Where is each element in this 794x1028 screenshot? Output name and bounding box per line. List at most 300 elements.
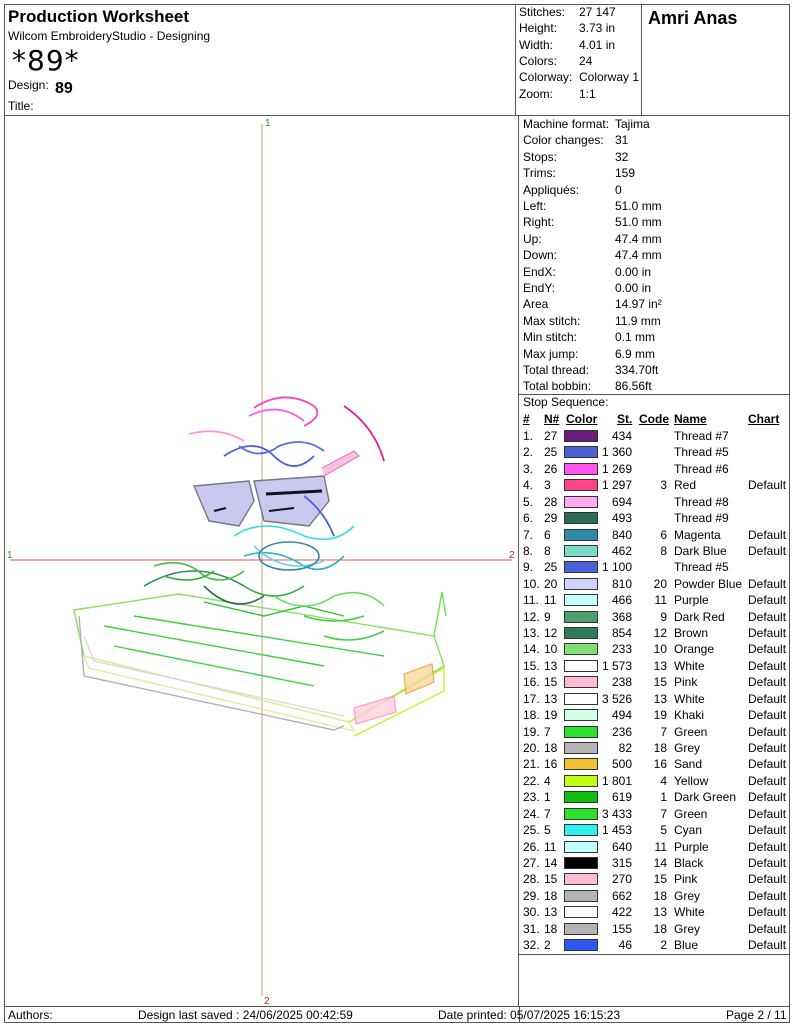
- stitch-count: 46: [618, 938, 632, 953]
- stat-row: [519, 37, 616, 52]
- stop-row: [519, 429, 790, 445]
- stop-index: 23.: [523, 790, 540, 805]
- thread-code: 13: [653, 658, 667, 673]
- thread-code: 19: [653, 708, 667, 723]
- needle-number: 12: [544, 626, 558, 641]
- thread-name: Orange: [674, 642, 715, 657]
- stat-row: [519, 70, 640, 85]
- needle-number: 7: [544, 724, 551, 739]
- property-row: [523, 215, 662, 230]
- stop-index: 2.: [523, 445, 534, 460]
- page-number: Page 2 / 11: [726, 1008, 787, 1022]
- stop-index: 19.: [523, 724, 540, 739]
- thread-name: Purple: [674, 839, 709, 854]
- stitch-count: 155: [611, 921, 632, 936]
- color-swatch: [564, 660, 598, 672]
- stitch-count: 462: [611, 543, 632, 558]
- title-label: Title:: [8, 99, 34, 113]
- stitch-count: 493: [611, 511, 632, 526]
- thread-name: Grey: [674, 888, 701, 903]
- needle-number: 14: [544, 855, 558, 870]
- thread-name: Dark Green: [674, 790, 737, 805]
- thread-chart: Default: [748, 790, 787, 805]
- stop-row: [519, 577, 790, 593]
- property-label: Machine format:: [523, 117, 610, 131]
- color-swatch: [564, 824, 598, 836]
- property-row: [523, 182, 622, 197]
- thread-name: Blue: [674, 938, 699, 953]
- property-label: Max stitch:: [523, 313, 581, 328]
- thread-chart: Default: [748, 527, 787, 542]
- stat-value: 27 147: [579, 5, 616, 19]
- property-label: Color changes:: [523, 133, 604, 148]
- stitch-count: 494: [611, 708, 632, 723]
- needle-number: 13: [544, 905, 558, 920]
- stitch-count: 810: [611, 576, 632, 591]
- thread-name: Powder Blue: [674, 576, 743, 591]
- stop-index: 20.: [523, 740, 540, 755]
- stat-label: Colors:: [519, 53, 558, 68]
- property-value: 11.9 mm: [615, 313, 661, 328]
- needle-number: 4: [544, 773, 551, 788]
- thread-code: 18: [653, 888, 667, 903]
- thread-code: 4: [660, 773, 667, 788]
- thread-chart: Default: [748, 823, 787, 838]
- thread-chart: Default: [748, 839, 787, 854]
- thread-name: White: [674, 658, 705, 673]
- color-swatch: [564, 775, 598, 787]
- stop-row: [519, 741, 790, 757]
- thread-chart: Default: [748, 888, 787, 903]
- thread-code: 7: [660, 806, 667, 821]
- property-row: [523, 313, 661, 328]
- stat-label: Colorway:: [519, 70, 573, 85]
- color-swatch: [564, 512, 598, 524]
- stop-index: 8.: [523, 543, 534, 558]
- thread-chart: Default: [748, 543, 787, 558]
- stop-row: [519, 593, 790, 609]
- stop-index: 18.: [523, 708, 540, 723]
- thread-code: 14: [653, 855, 667, 870]
- stop-index: 32.: [523, 938, 540, 953]
- property-row: [523, 199, 662, 213]
- stop-index: 5.: [523, 494, 534, 509]
- stitch-count: 640: [611, 839, 632, 854]
- color-swatch: [564, 611, 598, 623]
- stop-row: [519, 445, 790, 461]
- stop-index: 31.: [523, 921, 540, 936]
- color-swatch: [564, 430, 598, 442]
- stop-index: 21.: [523, 757, 540, 772]
- thread-code: 18: [653, 921, 667, 936]
- thread-name: Sand: [674, 757, 703, 772]
- stitch-count: 238: [611, 675, 632, 690]
- design-barcode-text: *89*: [12, 44, 80, 77]
- stop-index: 27.: [523, 855, 540, 870]
- property-label: EndY:: [523, 281, 556, 295]
- stop-row: [519, 872, 790, 888]
- last-saved: Design last saved : 24/06/2025 00:42:59: [138, 1008, 353, 1022]
- thread-name: Thread #6: [674, 461, 729, 476]
- stop-index: 22.: [523, 773, 540, 788]
- thread-name: Dark Red: [674, 609, 725, 624]
- thread-code: 18: [653, 740, 667, 755]
- header-info: [4, 4, 516, 116]
- property-row: [523, 166, 636, 181]
- needle-number: 8: [544, 543, 551, 558]
- thread-code: 11: [654, 839, 667, 854]
- color-swatch: [564, 578, 598, 590]
- thread-name: Purple: [674, 593, 709, 608]
- property-row: [523, 297, 662, 312]
- property-value: 31: [615, 133, 629, 148]
- color-swatch: [564, 561, 598, 573]
- color-swatch: [564, 594, 598, 606]
- property-value: 334.70ft: [615, 363, 659, 377]
- stop-row: [519, 675, 790, 691]
- design-stats: [516, 4, 642, 116]
- stat-value: 1:1: [579, 86, 596, 101]
- stitch-count: 1 801: [601, 773, 632, 788]
- color-swatch: [564, 890, 598, 902]
- stop-index: 25.: [523, 823, 540, 838]
- thread-code: 6: [660, 527, 667, 542]
- stitch-count: 1 100: [601, 560, 632, 575]
- stop-row: [519, 626, 790, 642]
- property-value: 0.00 in: [615, 281, 652, 295]
- embroidery-preview: [4, 116, 519, 1006]
- thread-name: Pink: [674, 675, 698, 690]
- thread-chart: Default: [748, 576, 787, 591]
- stop-index: 30.: [523, 905, 540, 920]
- stop-row: [519, 692, 790, 708]
- property-row: [523, 363, 659, 377]
- property-label: Up:: [523, 231, 542, 246]
- stop-index: 17.: [523, 691, 540, 706]
- property-value: 51.0 mm: [615, 199, 662, 213]
- thread-code: 2: [660, 938, 667, 953]
- property-label: Right:: [523, 215, 555, 230]
- col-header-code: Code: [639, 412, 669, 426]
- stop-index: 24.: [523, 806, 540, 821]
- stop-index: 15.: [523, 658, 540, 673]
- stop-index: 10.: [523, 576, 540, 591]
- stitch-count: 1 453: [601, 823, 632, 838]
- design-value: 89: [55, 80, 73, 97]
- stat-label: Width:: [519, 37, 554, 52]
- stop-sequence-end-line: [519, 954, 790, 955]
- stitch-count: 1 360: [601, 445, 632, 460]
- thread-name: Thread #7: [674, 429, 729, 443]
- property-value: Tajima: [615, 117, 650, 131]
- axis-left-label: 1: [7, 550, 13, 561]
- needle-number: 2: [544, 938, 551, 953]
- property-value: 6.9 mm: [615, 346, 656, 361]
- stat-label: Height:: [519, 21, 558, 36]
- thread-name: Thread #9: [674, 511, 729, 526]
- thread-chart: Default: [748, 806, 787, 821]
- thread-name: Green: [674, 806, 708, 821]
- col-header-chart: Chart: [748, 412, 780, 426]
- needle-number: 19: [544, 708, 558, 723]
- stitch-count: 315: [611, 855, 632, 870]
- needle-number: 9: [544, 609, 551, 624]
- needle-number: 18: [544, 888, 558, 903]
- color-swatch: [564, 627, 598, 639]
- property-value: 47.4 mm: [615, 248, 662, 263]
- thread-name: White: [674, 691, 705, 706]
- stitch-count: 694: [611, 494, 632, 509]
- stop-index: 9.: [523, 560, 534, 575]
- stop-row: [519, 790, 790, 806]
- stop-row: [519, 807, 790, 823]
- property-label: Total thread:: [523, 363, 590, 377]
- color-swatch: [564, 726, 598, 738]
- needle-number: 26: [544, 461, 558, 476]
- stop-index: 11.: [523, 593, 539, 608]
- thread-name: Grey: [674, 921, 701, 936]
- needle-number: 25: [544, 445, 558, 460]
- thread-code: 15: [653, 872, 667, 887]
- thread-chart: Default: [748, 626, 787, 641]
- col-header-name: Name: [674, 412, 707, 426]
- stop-row: [519, 659, 790, 675]
- thread-name: Brown: [674, 626, 709, 641]
- stop-index: 16.: [523, 675, 540, 690]
- color-swatch: [564, 529, 598, 541]
- color-swatch: [564, 643, 598, 655]
- property-value: 47.4 mm: [615, 231, 662, 246]
- property-row: [523, 149, 629, 164]
- stitch-count: 3 526: [601, 691, 632, 706]
- color-swatch: [564, 939, 598, 951]
- stop-row: [519, 528, 790, 544]
- thread-chart: Default: [748, 708, 787, 723]
- stitch-count: 619: [611, 790, 632, 805]
- stat-value: Colorway 1: [579, 70, 640, 85]
- property-label: Max jump:: [523, 346, 579, 361]
- property-row: [523, 248, 662, 263]
- dj-case: [74, 571, 446, 736]
- stop-index: 7.: [523, 527, 534, 542]
- property-row: [523, 330, 656, 345]
- stop-row: [519, 462, 790, 478]
- color-swatch: [564, 693, 598, 705]
- needle-number: 15: [544, 675, 558, 690]
- stop-index: 4.: [523, 478, 534, 493]
- stitch-count: 434: [611, 429, 632, 443]
- stop-index: 6.: [523, 511, 534, 526]
- color-swatch: [564, 463, 598, 475]
- stat-row: [519, 86, 596, 101]
- color-swatch: [564, 446, 598, 458]
- color-swatch: [564, 496, 598, 508]
- thread-name: Cyan: [674, 823, 703, 838]
- axis-top-label: 1: [265, 118, 271, 129]
- thread-name: Dark Blue: [674, 543, 727, 558]
- thread-code: 8: [660, 543, 667, 558]
- stop-index: 13.: [523, 626, 540, 641]
- page-footer: [4, 1006, 790, 1023]
- stitch-count: 840: [611, 527, 632, 542]
- stop-index: 1.: [523, 429, 534, 443]
- property-label: Total bobbin:: [523, 379, 592, 394]
- property-value: 159: [615, 166, 636, 181]
- needle-number: 18: [544, 740, 558, 755]
- property-label: EndX:: [523, 264, 556, 279]
- thread-chart: Default: [748, 724, 787, 739]
- stop-index: 29.: [523, 888, 540, 903]
- thread-code: 13: [653, 691, 667, 706]
- stop-row: [519, 889, 790, 905]
- stop-row: [519, 544, 790, 560]
- thread-chart: Default: [748, 740, 787, 755]
- stop-index: 3.: [523, 461, 534, 476]
- thread-code: 3: [660, 478, 667, 493]
- property-value: 14.97 in²: [615, 297, 662, 312]
- stitch-count: 233: [611, 642, 632, 657]
- stitch-count: 466: [611, 593, 632, 608]
- needle-number: 5: [544, 823, 551, 838]
- property-value: 0.1 mm: [615, 330, 656, 345]
- owner-box: [642, 4, 790, 116]
- stop-row: [519, 478, 790, 494]
- thread-chart: Default: [748, 675, 787, 690]
- property-row: [523, 231, 662, 246]
- thread-code: 10: [653, 642, 667, 657]
- thread-name: Black: [674, 855, 704, 870]
- stop-row: [519, 610, 790, 626]
- thread-code: 12: [653, 626, 667, 641]
- thread-code: 11: [654, 593, 667, 608]
- color-swatch: [564, 906, 598, 918]
- property-label: Trims:: [523, 166, 556, 181]
- property-row: [523, 133, 629, 148]
- stat-label: Stitches:: [519, 5, 566, 19]
- thread-chart: Default: [748, 691, 787, 706]
- stitch-count: 1 269: [601, 461, 632, 476]
- software-name: Wilcom EmbroideryStudio - Designing: [8, 29, 211, 43]
- stop-row: [519, 511, 790, 527]
- needle-number: 1: [544, 790, 551, 805]
- thread-name: Yellow: [674, 773, 709, 788]
- worksheet-title: Production Worksheet: [8, 7, 190, 26]
- color-swatch: [564, 758, 598, 770]
- thread-code: 15: [653, 675, 667, 690]
- stop-row: [519, 725, 790, 741]
- color-swatch: [564, 742, 598, 754]
- authors-label: Authors:: [8, 1008, 53, 1022]
- thread-name: Khaki: [674, 708, 705, 723]
- color-swatch: [564, 923, 598, 935]
- stop-row: [519, 856, 790, 872]
- col-header-stitches: St.: [617, 412, 633, 426]
- thread-code: 16: [653, 757, 667, 772]
- stitch-count: 3 433: [601, 806, 632, 821]
- thread-name: Thread #8: [674, 494, 729, 509]
- needle-number: 13: [544, 658, 558, 673]
- thread-name: White: [674, 905, 705, 920]
- property-value: 32: [615, 149, 629, 164]
- design-label: Design:: [8, 78, 49, 92]
- axis-right-label: 2: [509, 550, 515, 561]
- stop-row: [519, 905, 790, 921]
- stop-index: 12.: [523, 609, 540, 624]
- stitch-count: 662: [611, 888, 632, 903]
- thread-chart: Default: [748, 642, 787, 657]
- thread-name: Thread #5: [674, 560, 729, 575]
- stop-row: [519, 774, 790, 790]
- color-swatch: [564, 791, 598, 803]
- sunglasses: [194, 451, 359, 526]
- needle-number: 3: [544, 478, 551, 493]
- property-label: Down:: [523, 248, 558, 263]
- property-label: Appliqués:: [523, 182, 580, 197]
- needle-number: 20: [544, 576, 558, 591]
- stat-value: 24: [579, 53, 593, 68]
- thread-code: 13: [653, 905, 667, 920]
- needle-number: 15: [544, 872, 558, 887]
- stat-label: Zoom:: [519, 86, 554, 101]
- needle-number: 27: [544, 429, 558, 443]
- owner-name: Amri Anas: [648, 8, 738, 28]
- stat-row: [519, 5, 616, 19]
- col-header-color: Color: [566, 412, 598, 426]
- stitch-count: 82: [618, 740, 632, 755]
- stop-index: 14.: [523, 642, 540, 657]
- col-header-num: #: [523, 412, 530, 426]
- thread-chart: Default: [748, 757, 787, 772]
- col-header-n: N#: [544, 412, 560, 426]
- needle-number: 10: [544, 642, 558, 657]
- stitch-count: 500: [611, 757, 632, 772]
- thread-chart: Default: [748, 905, 787, 920]
- stat-row: [519, 53, 593, 68]
- color-swatch: [564, 479, 598, 491]
- green-details: [154, 563, 384, 640]
- stat-value: 3.73 in: [579, 21, 616, 36]
- needle-number: 29: [544, 511, 558, 526]
- cyan-splash: [234, 526, 354, 570]
- stat-row: [519, 21, 616, 36]
- property-row: [523, 281, 652, 295]
- design-preview: [4, 116, 519, 1006]
- thread-name: Red: [674, 478, 697, 493]
- color-swatch: [564, 841, 598, 853]
- thread-chart: Default: [748, 938, 787, 953]
- thread-name: Pink: [674, 872, 698, 887]
- needle-number: 25: [544, 560, 558, 575]
- thread-chart: Default: [748, 855, 787, 870]
- thread-chart: Default: [748, 921, 787, 936]
- color-swatch: [564, 709, 598, 721]
- needle-number: 28: [544, 494, 558, 509]
- property-row: [523, 379, 652, 394]
- thread-chart: Default: [748, 658, 787, 673]
- stitch-count: 854: [611, 626, 632, 641]
- machine-properties: [519, 116, 790, 394]
- thread-code: 9: [660, 609, 667, 624]
- property-value: 51.0 mm: [615, 215, 662, 230]
- stop-row: [519, 938, 790, 954]
- property-label: Min stitch:: [523, 330, 578, 345]
- stop-row: [519, 840, 790, 856]
- date-printed: Date printed: 05/07/2025 16:15:23: [438, 1008, 621, 1022]
- stop-sequence: [519, 394, 790, 954]
- stop-sequence-title: Stop Sequence:: [523, 395, 609, 409]
- stop-row: [519, 495, 790, 511]
- thread-code: 7: [660, 724, 667, 739]
